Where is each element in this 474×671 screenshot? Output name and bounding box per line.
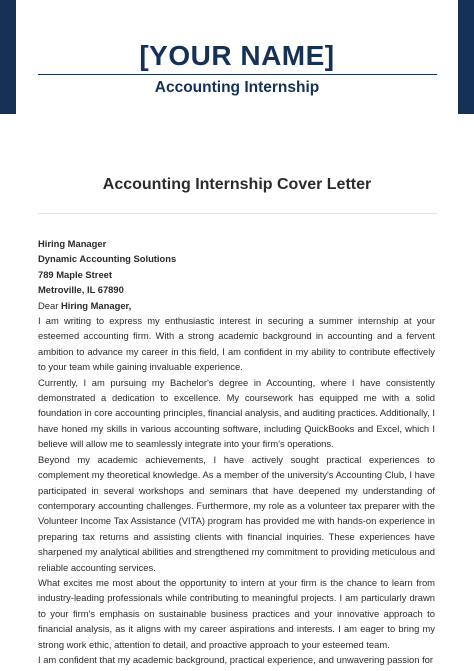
position-title: Accounting Internship (154, 79, 320, 96)
header-divider (38, 74, 437, 75)
recipient-city: Metroville, IL 67890 (38, 284, 124, 296)
salutation-prefix: Dear (38, 299, 61, 311)
salutation (38, 298, 435, 313)
letter-title: Accounting Internship Cover Letter (102, 176, 372, 193)
paragraph-1: I am writing to express my enthusiastic interest in securing a summer internship at your esteemed accounting firm. With a strong academic background in accounting and a fervent ambition to advance my career in this field, I am confident in my ability to contribute effectively to your team while gaining invaluable experience. (38, 315, 435, 373)
paragraph-4: What excites me most about the opportunity to intern at your firm is the chance to learn from industry-leading professionals while contributing to meaningful projects. I am particularly drawn to your firm's emphasis on sustainable business practices and your innovative approach to financial analysis, as it aligns with my career aspirations and interests. I am eager to bring my strong work ethic, attention to detail, and proactive approach to your esteemed team. (38, 576, 435, 650)
letter-body (38, 236, 435, 667)
paragraph-3: Beyond my academic achievements, I have actively sought practical experiences to complement my theoretical knowledge. As a member of the university's Accounting Club, I have participated in several workshops and seminars that have deepened my understanding of contemporary accounting challenges. Furthermore, my role as a volunteer tax preparer with the Volunteer Income Tax Assistance (VITA) program has provided me with hands-on experience in preparing tax returns and assisting clients with financial inquiries. These experiences have sharpened my analytical abilities and strengthened my commitment to providing meticulous and reliable accounting services. (38, 453, 435, 573)
salutation-name: Hiring Manager, (60, 299, 132, 311)
title-divider (38, 213, 437, 214)
paragraph-2: Currently, I am pursuing my Bachelor's degree in Accounting, where I have consistently demonstrated a dedication to excellence. My coursework has equipped me with a solid foundation in core accounting principles, financial analysis, and auditing practices. Additionally, I have honed my skills in various accounting software, including QuickBooks and Excel, which I believe will allow me to seamlessly integrate into your firm's operations. (38, 376, 435, 450)
recipient-company: Dynamic Accounting Solutions (38, 253, 177, 265)
paragraph-5: I am confident that my academic background, practical experience, and unwavering passion for (38, 653, 434, 665)
recipient-title: Hiring Manager (38, 238, 107, 249)
recipient-street: 789 Maple Street (38, 268, 112, 280)
applicant-name: [YOUR NAME] (139, 40, 335, 71)
